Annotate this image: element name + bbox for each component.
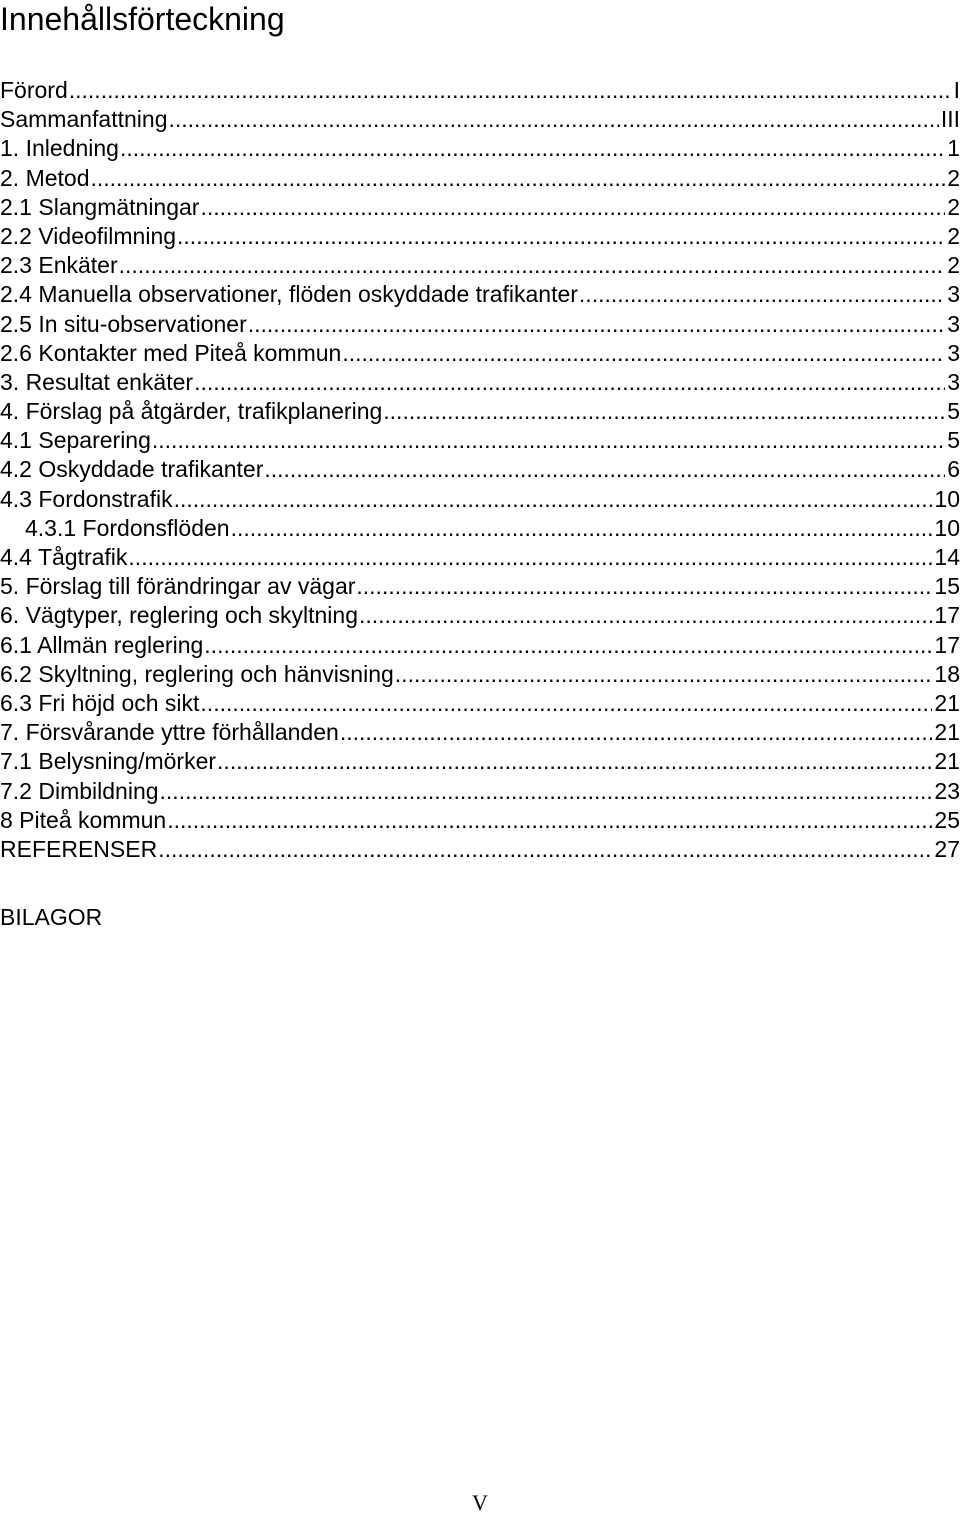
toc-page-number: 17	[934, 631, 960, 658]
toc-entry-label: 7.1 Belysning/mörker	[0, 748, 217, 775]
toc-dot-leader	[120, 134, 945, 163]
toc-entry-label: 2. Metod	[0, 164, 90, 191]
toc-page-number: 14	[934, 544, 960, 570]
toc-page-number: 2	[947, 252, 960, 279]
toc-page-number: 15	[934, 573, 960, 600]
toc-dot-leader	[128, 543, 932, 572]
toc-dot-leader	[200, 193, 945, 222]
toc-entry[interactable]	[0, 397, 960, 426]
toc-entry-label: 3. Resultat enkäter	[0, 368, 194, 395]
toc-dot-leader	[264, 455, 945, 484]
toc-dot-leader	[174, 485, 933, 514]
toc-page-number: 17	[934, 602, 960, 629]
toc-dot-leader	[158, 835, 932, 864]
toc-entry-label: Förord	[0, 77, 68, 103]
toc-entry-label: 8 Piteå kommun	[0, 806, 167, 833]
toc-page-number: 1	[947, 135, 960, 162]
toc-page-number: 6	[947, 456, 960, 483]
toc-entry-label: 2.2 Videofilmning	[0, 222, 177, 249]
appendix-heading: BILAGOR	[0, 904, 103, 930]
toc-page-number: 3	[947, 368, 960, 395]
toc-page-number: 25	[934, 806, 960, 833]
toc-entry-label: 2.5 In situ-observationer	[0, 310, 247, 337]
toc-page-number: 21	[934, 719, 960, 746]
toc-entry-label: 4. Förslag på åtgärder, trafikplanering	[0, 398, 383, 425]
toc-entry-label: 6.3 Fri höjd och sikt	[0, 689, 200, 716]
toc-page-number: 23	[934, 777, 960, 804]
toc-dot-leader	[579, 280, 945, 309]
toc-dot-leader	[69, 76, 952, 105]
toc-dot-leader	[340, 718, 933, 747]
toc-entry[interactable]	[0, 718, 960, 747]
toc-dot-leader	[248, 310, 945, 339]
toc-dot-leader	[204, 631, 932, 660]
toc-entry[interactable]	[0, 601, 960, 630]
toc-entry[interactable]	[0, 747, 960, 776]
toc-entry[interactable]	[0, 455, 960, 484]
toc-entry-label: 6.1 Allmän reglering	[0, 631, 204, 658]
toc-entry-label: 2.3 Enkäter	[0, 252, 118, 279]
toc-dot-leader	[160, 777, 933, 806]
toc-page-number: 3	[947, 310, 960, 337]
toc-entry[interactable]	[0, 689, 960, 718]
toc-entry-label: 6. Vägtyper, reglering och skyltning	[0, 602, 358, 629]
toc-dot-leader	[177, 222, 945, 251]
toc-page-number: 21	[934, 689, 960, 716]
toc-entry-label: 2.6 Kontakter med Piteå kommun	[0, 339, 342, 366]
toc-page-number: 10	[934, 514, 960, 541]
toc-entry[interactable]	[0, 543, 960, 572]
toc-entry[interactable]	[0, 222, 960, 251]
toc-entry-label: 4.3.1 Fordonsflöden	[25, 514, 230, 541]
toc-entry-label: 4.3 Fordonstrafik	[0, 485, 173, 512]
toc-page-number: 5	[947, 398, 960, 425]
toc-entry[interactable]	[0, 631, 960, 660]
toc-page-number: 10	[934, 485, 960, 512]
toc-dot-leader	[167, 806, 932, 835]
toc-entry[interactable]	[0, 251, 960, 280]
toc-entry-label: 4.4 Tågtrafik	[0, 544, 128, 570]
toc-page-number: 21	[934, 748, 960, 775]
page-title: Innehållsförteckning	[0, 1, 285, 37]
toc-entry[interactable]	[0, 485, 960, 514]
toc-entry-label: 4.2 Oskyddade trafikanter	[0, 456, 264, 483]
toc-dot-leader	[356, 572, 932, 601]
toc-dot-leader	[231, 514, 933, 543]
toc-page-number: I	[953, 77, 960, 103]
toc-dot-leader	[168, 105, 938, 134]
toc-entry[interactable]	[0, 339, 960, 368]
toc-page-number: 2	[947, 164, 960, 191]
toc-page-number: 27	[934, 835, 960, 862]
toc-entry[interactable]	[0, 660, 960, 689]
toc-entry[interactable]	[0, 368, 960, 397]
toc-entry[interactable]	[0, 310, 960, 339]
toc-entry[interactable]	[0, 76, 960, 105]
toc-dot-leader	[194, 368, 945, 397]
toc-dot-leader	[395, 660, 933, 689]
toc-entry[interactable]	[0, 164, 960, 193]
toc-page-number: 3	[947, 339, 960, 366]
toc-dot-leader	[200, 689, 932, 718]
toc-dot-leader	[383, 397, 945, 426]
toc-entry[interactable]	[0, 835, 960, 864]
toc-page-number: III	[940, 106, 960, 133]
toc-entry[interactable]	[0, 806, 960, 835]
toc-entry[interactable]	[0, 777, 960, 806]
toc-entry-label: 7.2 Dimbildning	[0, 777, 159, 804]
toc-entry-label: 7. Försvårande yttre förhållanden	[0, 719, 339, 746]
toc-page-number: 3	[947, 281, 960, 308]
toc-entry-label: REFERENSER	[0, 835, 158, 862]
toc-entry-label: 2.4 Manuella observationer, flöden oskyddade trafikanter	[0, 281, 578, 308]
toc-entry[interactable]	[0, 280, 960, 309]
toc-page-number: 2	[947, 193, 960, 220]
toc-dot-leader	[91, 164, 946, 193]
toc-dot-leader	[217, 747, 932, 776]
toc-page-number: 5	[947, 427, 960, 454]
toc-dot-leader	[119, 251, 946, 280]
toc-entry[interactable]	[0, 572, 960, 601]
toc-dot-leader	[152, 426, 945, 455]
toc-entry-label: 5. Förslag till förändringar av vägar	[0, 573, 356, 600]
toc-entry-label: 1. Inledning	[0, 135, 119, 162]
toc-page-number: 18	[934, 660, 960, 687]
toc-entry[interactable]	[0, 426, 960, 455]
toc-entry[interactable]	[0, 514, 960, 543]
toc-entry-label: 6.2 Skyltning, reglering och hänvisning	[0, 660, 394, 687]
toc-page-number: 2	[947, 222, 960, 249]
toc-entry-label: 2.1 Slangmätningar	[0, 193, 200, 220]
toc-entry[interactable]	[0, 193, 960, 222]
page-number: V	[472, 1490, 488, 1515]
toc-dot-leader	[359, 601, 932, 630]
table-of-contents	[0, 76, 960, 864]
toc-entry-label: 4.1 Separering	[0, 427, 151, 454]
toc-entry[interactable]	[0, 134, 960, 163]
toc-entry[interactable]	[0, 105, 960, 134]
toc-dot-leader	[342, 339, 945, 368]
toc-entry-label: Sammanfattning	[0, 106, 168, 133]
